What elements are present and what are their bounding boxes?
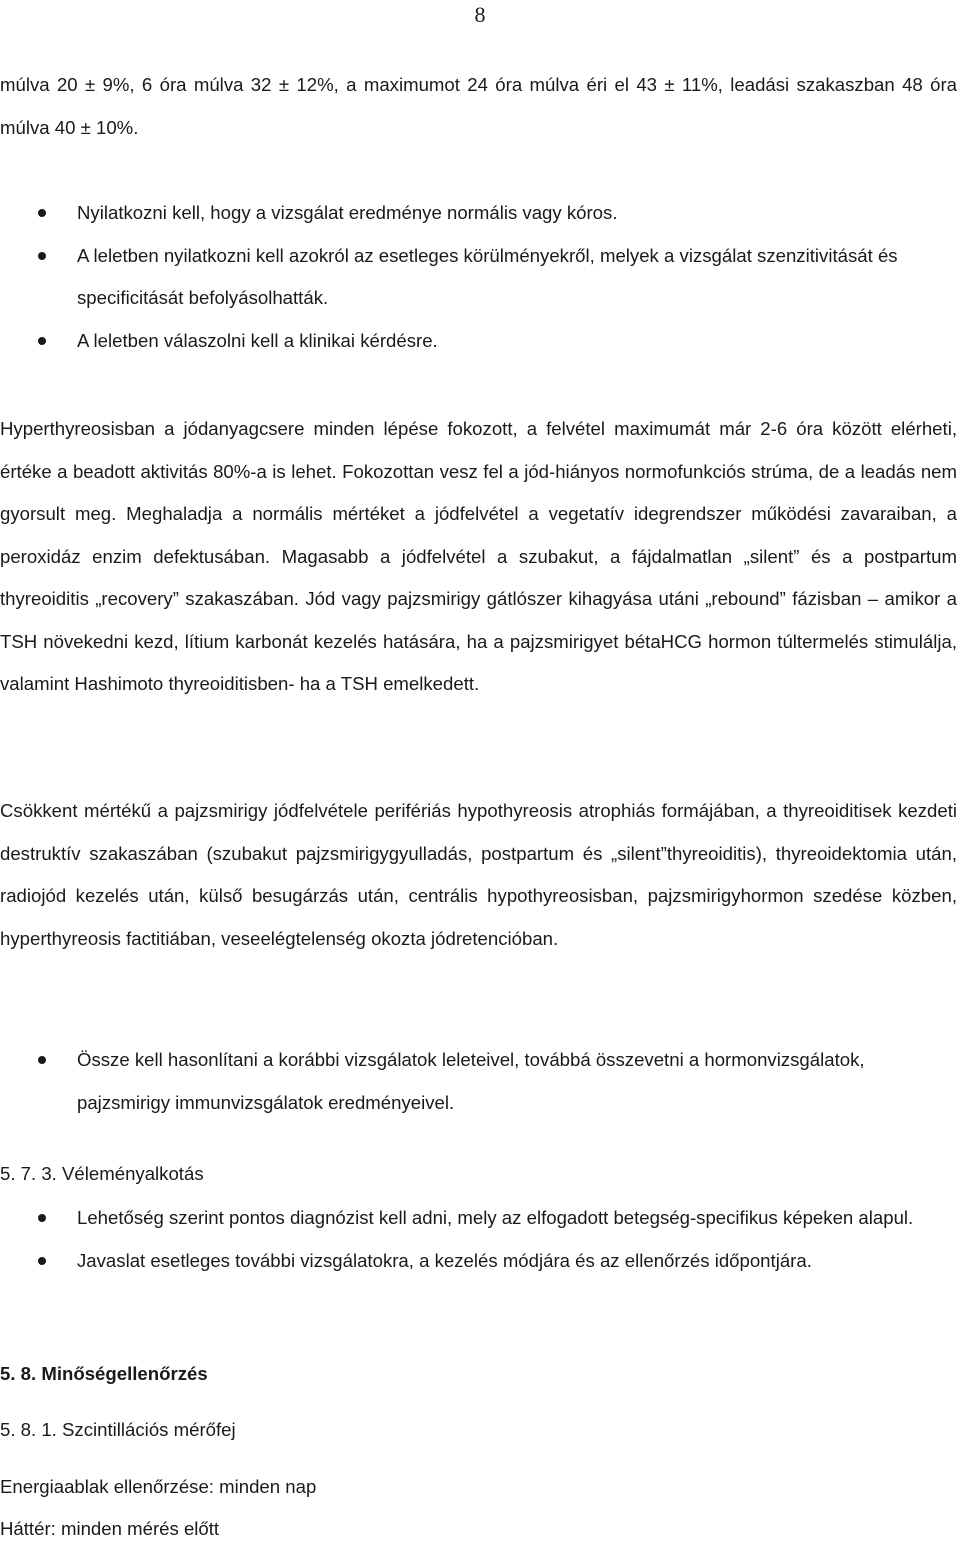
- intro-paragraph: múlva 20 ± 9%, 6 óra múlva 32 ± 12%, a maximumot 24 óra múlva éri el 43 ± 11%, leadási szakaszban 48 óra múlva 40 ± 10%.: [0, 74, 957, 138]
- list-item: [0, 235, 957, 320]
- bullet-list-opinion: [0, 1197, 957, 1282]
- paragraph-hyperthyreosis: Hyperthyreosisban a jódanyagcsere minden lépése fokozott, a felvétel maximumát már 2-6 óra között elérheti, értéke a beadott aktivitás 80%-a is lehet. Fokozottan vesz fel a jód-hiányos normofunkciós strúma, de a leadás nem gyorsult meg. Meghaladja a normális mértéket a jódfelvétel a vegetatív idegrendszer működési zavaraiban, a peroxidáz enzim defektusában. Magasabb a jódfelvétel a szubakut, a fájdalmatlan „silent” és a postpartum thyreoiditis „recovery” szakaszában. Jód vagy pajzsmirigy gátlószer kihagyása utáni „rebound” fázisban – amikor a TSH növekedni kezd, lítium karbonát kezelés hatására, ha a pajzsmirigyet bétaHCG hormon túltermelés stimulálja, valamint Hashimoto thyreoiditisben- ha a TSH emelkedett.: [0, 418, 957, 694]
- list-item-text: Javaslat esetleges további vizsgálatokra, a kezelés módjára és az ellenőrzés időpontjára.: [77, 1249, 812, 1271]
- bullet-icon: [38, 252, 46, 260]
- list-item: [0, 320, 957, 363]
- page-number: 8: [474, 2, 486, 27]
- bullet-icon: [38, 337, 46, 345]
- list-item-text: Lehetőség szerint pontos diagnózist kell adni, mely az elfogadott betegség-specifikus képeken alapul.: [77, 1207, 914, 1228]
- list-item: [0, 1039, 957, 1124]
- list-item-text: A leletben nyilatkozni kell azokról az esetleges körülményekről, melyek a vizsgálat szenzitivitását és specificitását befolyásolhatták.: [77, 244, 898, 308]
- bullet-icon: [38, 1257, 46, 1265]
- section-heading-5-8: 5. 8. Minőségellenőrzés: [0, 1363, 208, 1384]
- energy-window-line: Energiaablak ellenőrzése: minden nap: [0, 1476, 317, 1497]
- paragraph-decreased-uptake: Csökkent mértékű a pajzsmirigy jódfelvétele perifériás hypothyreosis atrophiás formájában, a thyreoiditisek kezdeti destruktív szakaszában (szubakut pajzsmirigygyulladás, postpartum és „silent”thyreoiditis), thyreoidektomia után, radiojód kezelés után, külső besugárzás után, centrális hypothyreosisban, pajzsmirigyhormon szedése közben, hyperthyreosis factitiában, veseelégtelenség okozta jódretencióban.: [0, 800, 957, 949]
- section-heading-5-7-3: 5. 7. 3. Véleményalkotás: [0, 1163, 204, 1184]
- list-item-text: Össze kell hasonlítani a korábbi vizsgálatok leleteivel, továbbá összevetni a hormonvizsgálatok, pajzsmirigy immunvizsgálatok eredményeivel.: [77, 1049, 865, 1113]
- list-item-text: A leletben válaszolni kell a klinikai kérdésre.: [77, 329, 438, 351]
- bullet-list-result: [0, 192, 957, 362]
- bullet-icon: [38, 209, 46, 217]
- bullet-icon: [38, 1214, 46, 1222]
- bullet-icon: [38, 1056, 46, 1064]
- bullet-list-compare: [0, 1039, 957, 1124]
- background-line: Háttér: minden mérés előtt: [0, 1518, 220, 1539]
- list-item: [0, 192, 957, 235]
- list-item: [0, 1197, 957, 1240]
- list-item-text: Nyilatkozni kell, hogy a vizsgálat eredménye normális vagy kóros.: [77, 202, 618, 223]
- section-heading-5-8-1: 5. 8. 1. Szcintillációs mérőfej: [0, 1419, 236, 1440]
- list-item: [0, 1240, 957, 1283]
